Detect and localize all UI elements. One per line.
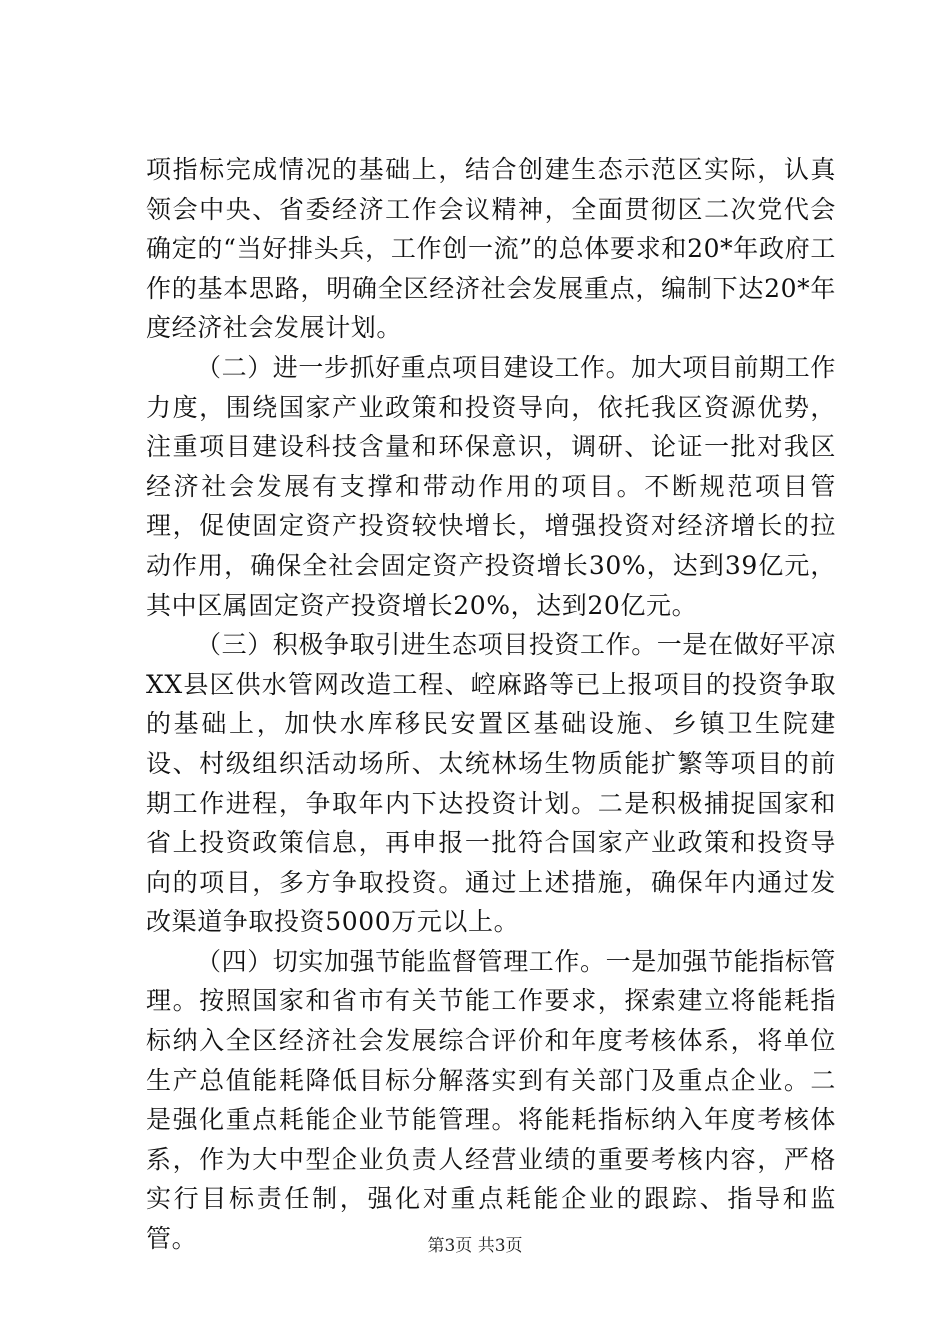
paragraph-section-2: （二）进一步抓好重点项目建设工作。加大项目前期工作力度，围绕国家产业政策和投资导向，依托我区资源优势，注重项目建设科技含量和环保意识，调研、论证一批对我区经济社会发展有支撑和带动作用的项目。不断规范项目管理，促使固定资产投资较快增长，增强投资对经济增长的拉动作用，确保全社会固定资产投资增长30%，达到39亿元，其中区属固定资产投资增长20%，达到20亿元。 (146, 352, 837, 620)
paragraph-section-4: （四）切实加强节能监督管理工作。一是加强节能指标管理。按照国家和省市有关节能工作要求，探索建立将能耗指标纳入全区经济社会发展综合评价和年度考核体系，将单位生产总值能耗降低目标分解落实到有关部门及重点企业。二是强化重点耗能企业节能管理。将能耗指标纳入年度考核体系，作为大中型企业负责人经营业绩的重要考核内容，严格实行目标责任制，强化对重点耗能企业的跟踪、指导和监管。 (146, 946, 837, 1254)
page-footer (0, 1234, 950, 1258)
paragraph-continuation: 项指标完成情况的基础上，结合创建生态示范区实际，认真领会中央、省委经济工作会议精神，全面贯彻区二次党代会确定的“当好排头兵，工作创一流”的总体要求和20*年政府工作的基本思路，明确全区经济社会发展重点，编制下达20*年度经济社会发展计划。 (146, 155, 836, 343)
page-number: 第3页 共3页 (427, 1236, 523, 1256)
document-body (146, 150, 836, 1259)
paragraph-section-3: （三）积极争取引进生态项目投资工作。一是在做好平凉XX县区供水管网改造工程、崆麻路等已上报项目的投资争取的基础上，加快水库移民安置区基础设施、乡镇卫生院建设、村级组织活动场所、太统林场生物质能扩繁等项目的前期工作进程，争取年内下达投资计划。二是积极捕捉国家和省上投资政策信息，再申报一批符合国家产业政策和投资导向的项目，多方争取投资。通过上述措施，确保年内通过发改渠道争取投资5000万元以上。 (146, 630, 837, 937)
